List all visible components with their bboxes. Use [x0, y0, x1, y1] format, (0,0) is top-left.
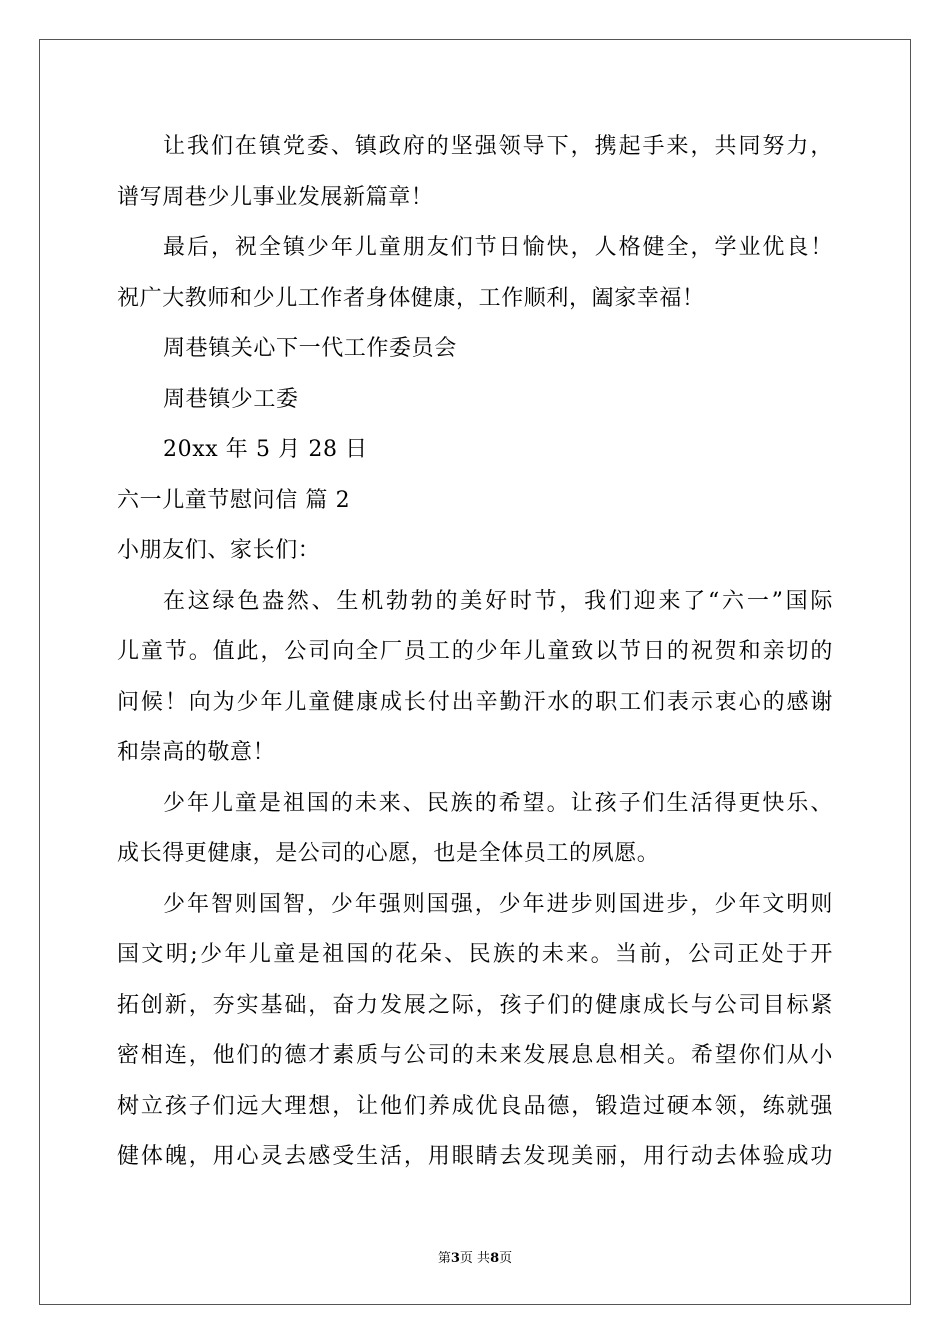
- text-line: 在这绿色盎然、生机勃勃的美好时节，我们迎来了“六一”国际: [163, 588, 833, 614]
- text-line: 成长得更健康，是公司的心愿，也是全体员工的夙愿。: [117, 841, 660, 866]
- text-line: 树立孩子们远大理想，让他们养成优良品德，锻造过硬本领，练就强: [117, 1093, 833, 1119]
- text-line: 密相连，他们的德才素质与公司的未来发展息息相关。希望你们从小: [117, 1043, 833, 1068]
- signature-line: 周巷镇少工委: [163, 386, 299, 412]
- text-line: 最后，祝全镇少年儿童朋友们节日愉快，人格健全，学业优良！: [163, 235, 833, 260]
- footer-total-pages: 8: [490, 1251, 500, 1266]
- signature-line: 周巷镇关心下一代工作委员会: [163, 336, 457, 361]
- footer-page-number: 3: [450, 1251, 460, 1266]
- footer-prefix: 第: [437, 1251, 451, 1266]
- footer-middle: 页 共: [459, 1251, 491, 1266]
- text-line: 少年儿童是祖国的未来、民族的希望。让孩子们生活得更快乐、: [163, 790, 833, 816]
- text-line: 谱写周巷少儿事业发展新篇章！: [117, 184, 434, 210]
- text-line: 儿童节。值此，公司向全厂员工的少年儿童致以节日的祝贺和亲切的: [117, 639, 833, 664]
- text-line: 和崇高的敬意！: [117, 740, 276, 765]
- page-footer: [0, 1247, 950, 1266]
- text-line: 少年智则国智，少年强则国强，少年进步则国进步，少年文明则: [163, 891, 833, 917]
- text-line: 国文明;少年儿童是祖国的花朵、民族的未来。当前，公司正处于开: [117, 942, 833, 967]
- text-line: 祝广大教师和少儿工作者身体健康，工作顺利，阖家幸福！: [117, 285, 705, 311]
- text-line: 问候！向为少年儿童健康成长付出辛勤汗水的职工们表示衷心的感谢: [117, 689, 833, 715]
- salutation: 小朋友们、家长们：: [117, 538, 321, 563]
- footer-suffix: 页: [499, 1251, 513, 1266]
- text-line: 健体魄，用心灵去感受生活，用眼睛去发现美丽，用行动去体验成功: [117, 1144, 833, 1169]
- date-line: 20xx 年 5 月 28 日: [163, 437, 368, 462]
- section-heading: 六一儿童节慰问信 篇 2: [117, 487, 351, 513]
- text-line: 让我们在镇党委、镇政府的坚强领导下，携起手来，共同努力，: [163, 134, 833, 159]
- document-body: [117, 122, 833, 1183]
- text-line: 拓创新，夯实基础，奋力发展之际，孩子们的健康成长与公司目标紧: [117, 992, 833, 1018]
